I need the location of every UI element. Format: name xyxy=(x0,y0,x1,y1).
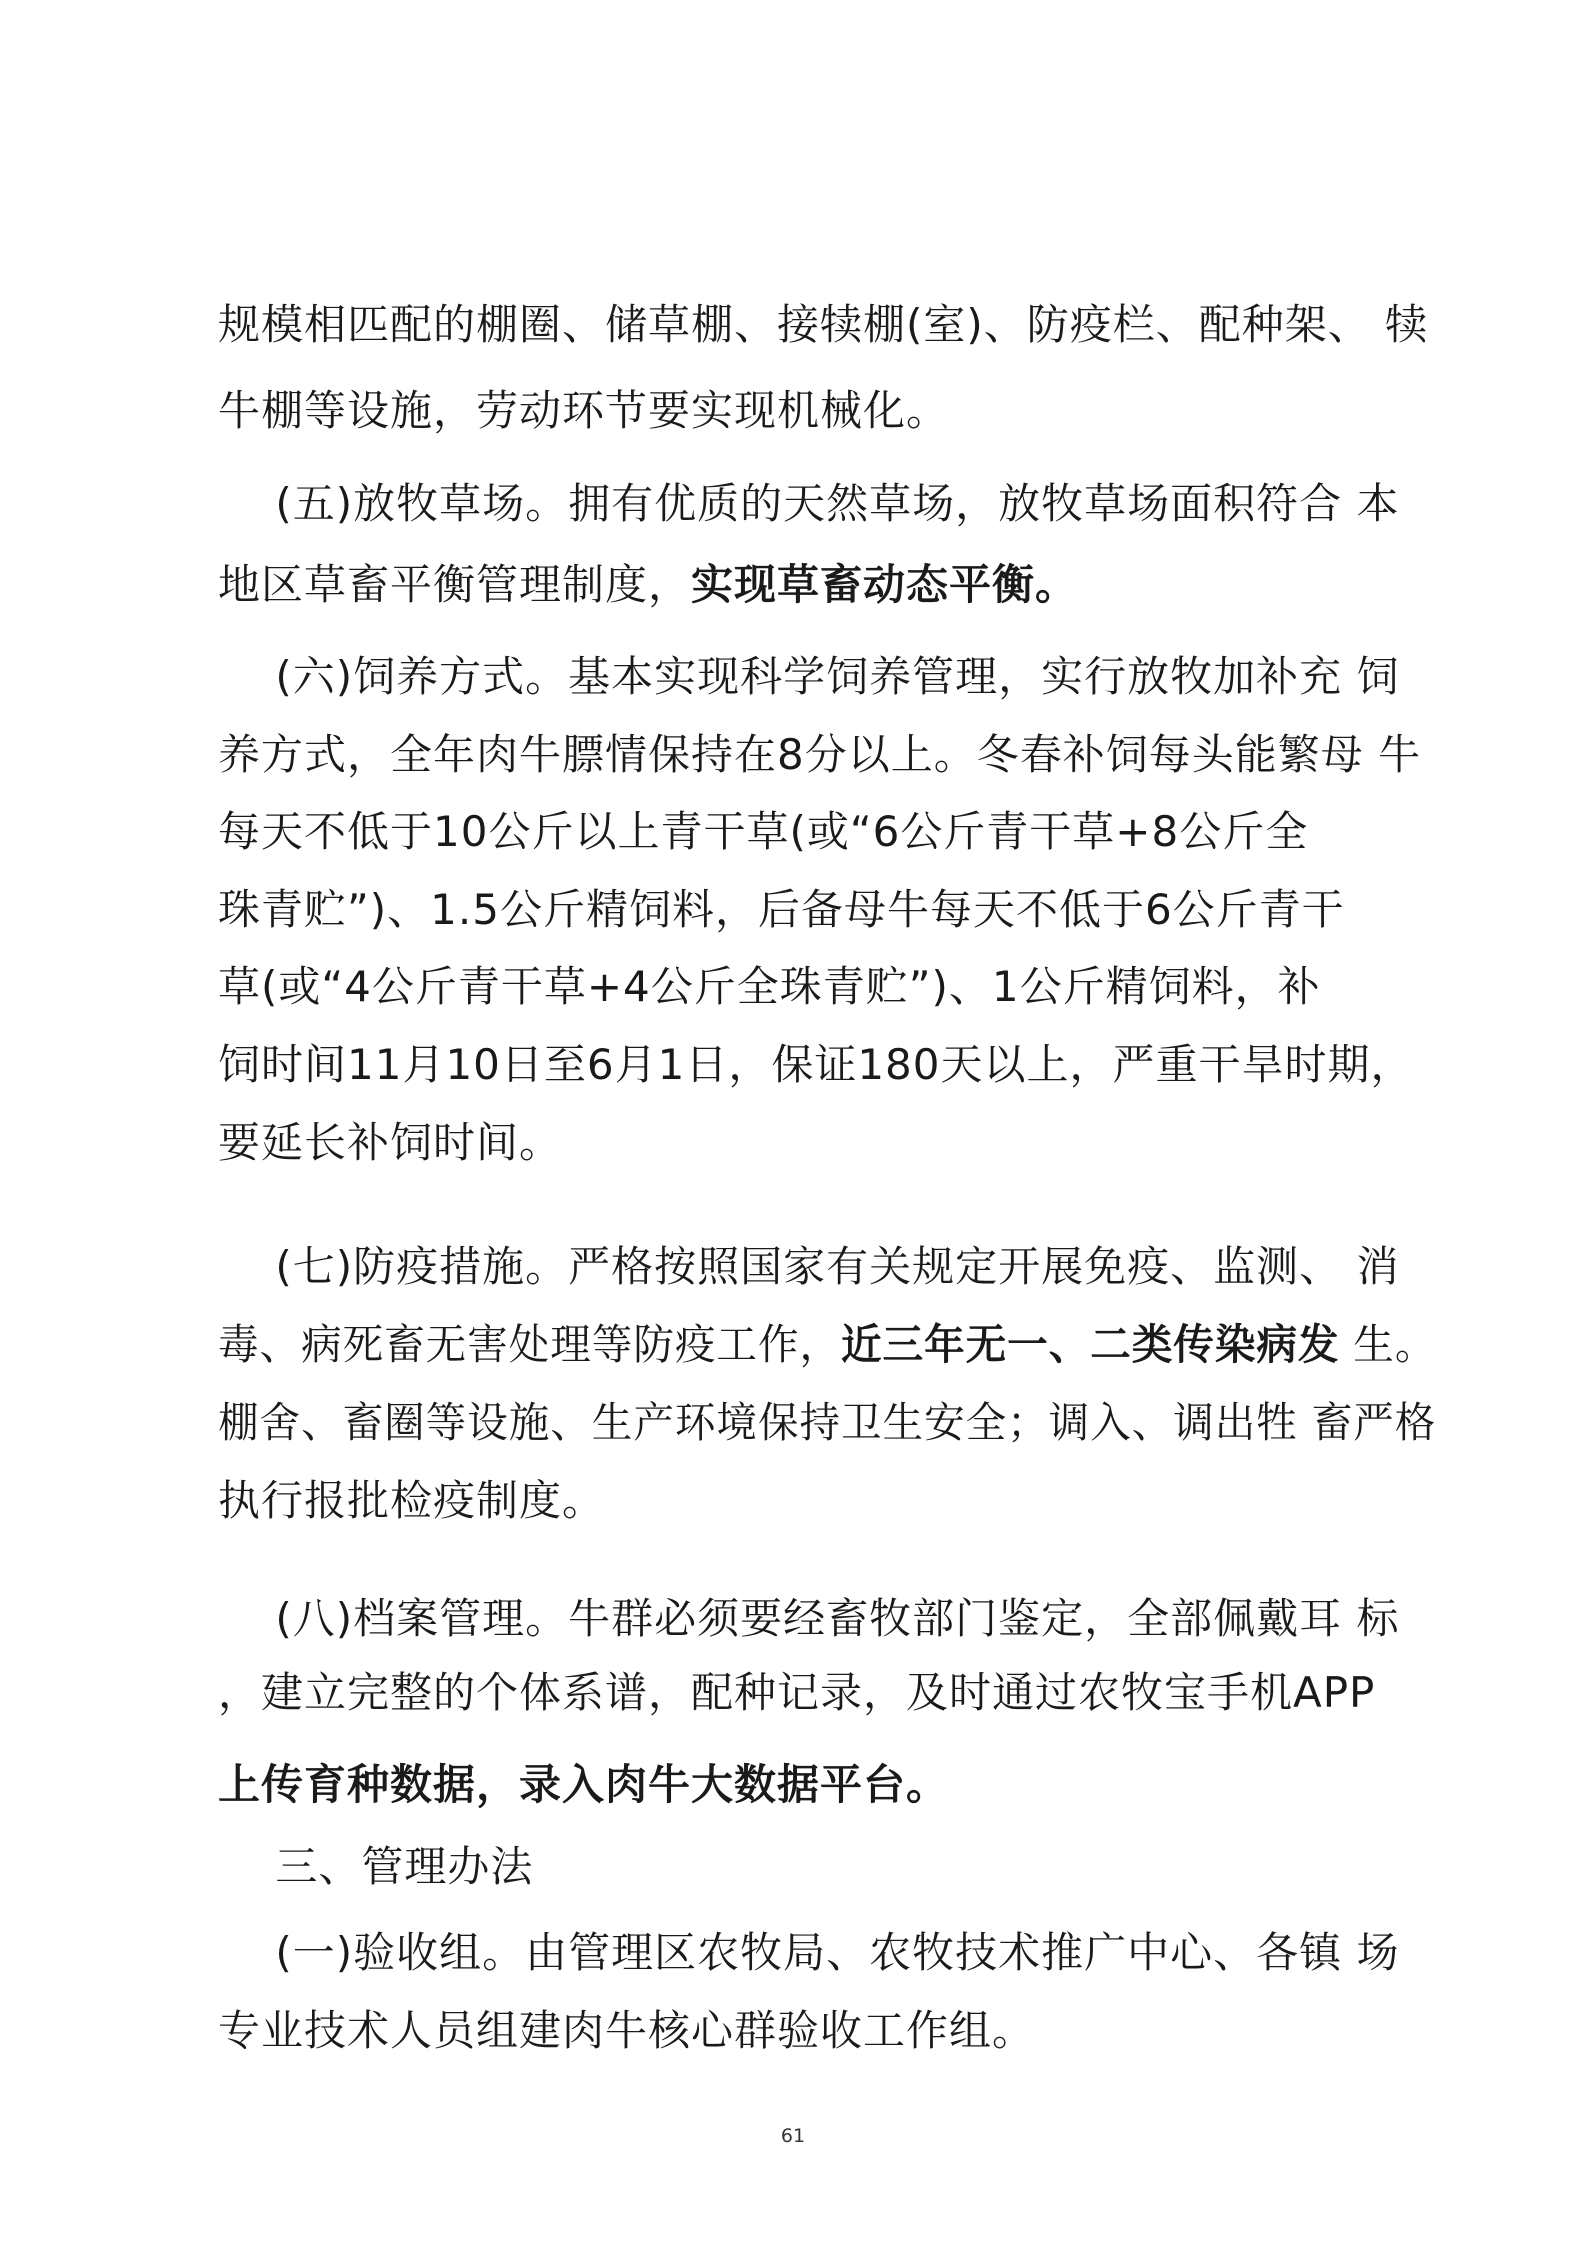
text-line xyxy=(218,1756,949,1814)
text-segment: 棚舍、畜圈等设施、生产环境保持卫生安全；调入、调出牲 畜严格 xyxy=(218,1398,1437,1447)
text-line xyxy=(218,382,949,440)
text-line xyxy=(218,881,1345,939)
text-segment: (八)档案管理。牛群必须要经畜牧部门鉴定，全部佩戴耳 标 xyxy=(218,1594,1400,1643)
bold-text-segment: 近三年无一、二类传染病发 xyxy=(841,1320,1340,1369)
text-segment: ，建立完整的个体系谱，配种记录，及时通过农牧宝手机APP xyxy=(218,1668,1376,1717)
text-line xyxy=(218,1036,1414,1094)
section-heading xyxy=(218,1838,533,1896)
text-segment: 规模相匹配的棚圈、储草棚、接犊棚(室)、防疫栏、配种架、 犊 xyxy=(218,300,1429,349)
text-segment: 地区草畜平衡管理制度， xyxy=(218,560,692,609)
text-segment: 每天不低于10公斤以上青干草(或“6公斤青干草+8公斤全 xyxy=(218,807,1309,856)
bold-text-segment: 上传育种数据，录入肉牛大数据平台。 xyxy=(218,1760,950,1809)
bold-text-segment: 实现草畜动态平衡。 xyxy=(691,560,1079,609)
text-line xyxy=(218,958,1321,1016)
text-segment: 饲时间11月10日至6月1日，保证180天以上，严重干旱时期， xyxy=(218,1040,1414,1089)
text-segment: (六)饲养方式。基本实现科学饲养管理，实行放牧加补充 饲 xyxy=(218,652,1400,701)
text-line xyxy=(218,1664,1375,1722)
text-segment: 专业技术人员组建肉牛核心群验收工作组。 xyxy=(218,2006,1036,2055)
text-segment: (一)验收组。由管理区农牧局、农牧技术推广中心、各镇 场 xyxy=(218,1928,1400,1977)
text-segment: (五)放牧草场。拥有优质的天然草场，放牧草场面积符合 本 xyxy=(218,479,1400,528)
text-segment: 三、管理办法 xyxy=(218,1842,534,1891)
text-segment: 生。 xyxy=(1339,1320,1437,1369)
text-segment: (七)防疫措施。严格按照国家有关规定开展免疫、监测、 消 xyxy=(218,1242,1400,1291)
page-number: 61 xyxy=(780,2125,806,2147)
text-line xyxy=(218,1472,605,1530)
text-line xyxy=(218,1590,1400,1648)
text-line xyxy=(218,1316,1436,1374)
text-segment: 养方式，全年肉牛膘情保持在8分以上。冬春补饲每头能繁母 牛 xyxy=(218,730,1422,779)
text-line xyxy=(218,296,1428,354)
text-segment: 草(或“4公斤青干草+4公斤全珠青贮”)、1公斤精饲料，补 xyxy=(218,962,1321,1011)
text-line xyxy=(218,475,1400,533)
text-segment: 牛棚等设施，劳动环节要实现机械化。 xyxy=(218,386,950,435)
text-line xyxy=(218,2002,1035,2060)
text-line xyxy=(218,1114,562,1172)
text-line xyxy=(218,1924,1400,1982)
text-line xyxy=(218,556,1078,614)
text-line xyxy=(218,648,1400,706)
text-line xyxy=(218,803,1308,861)
text-line xyxy=(218,726,1421,784)
text-segment: 毒、病死畜无害处理等防疫工作， xyxy=(218,1320,842,1369)
text-segment: 珠青贮”)、1.5公斤精饲料，后备母牛每天不低于6公斤青干 xyxy=(218,885,1345,934)
text-segment: 执行报批检疫制度。 xyxy=(218,1476,606,1525)
text-line xyxy=(218,1238,1400,1296)
text-segment: 要延长补饲时间。 xyxy=(218,1118,563,1167)
text-line xyxy=(218,1394,1436,1452)
